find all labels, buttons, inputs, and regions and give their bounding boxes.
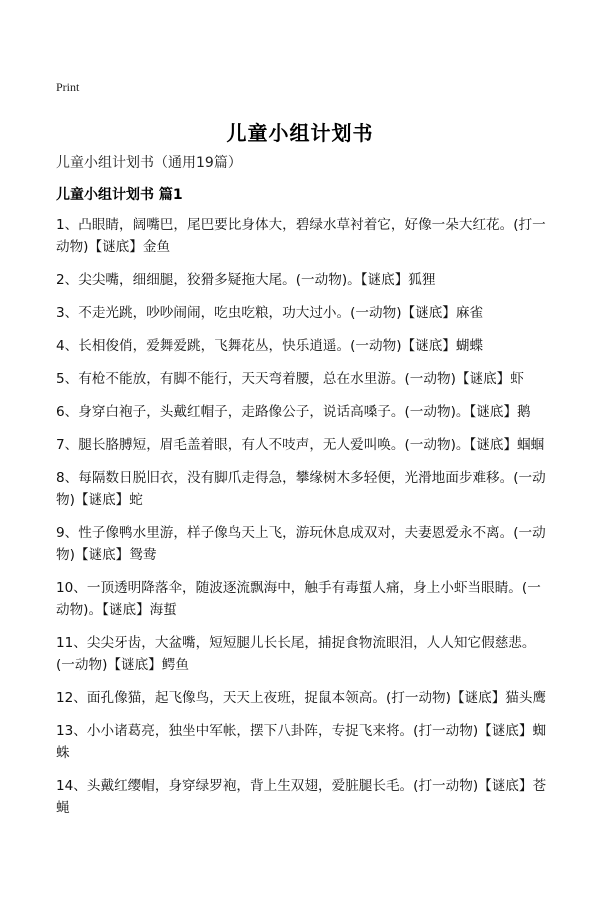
riddle-item xyxy=(56,720,548,764)
riddle-answer: 【谜底】蝴蝶 xyxy=(401,338,484,354)
riddle-answer: 【谜底】蝈蝈 xyxy=(469,437,545,453)
riddle-text: 2、尖尖嘴，细细腿，狡猾多疑拖大尾。(一动物)。 xyxy=(56,272,361,288)
section-heading: 儿童小组计划书 篇1 xyxy=(56,187,183,203)
riddle-item xyxy=(56,687,548,709)
riddle-item xyxy=(56,434,548,456)
riddle-item xyxy=(56,335,548,357)
riddle-answer: 【谜底】猫头鹰 xyxy=(450,690,547,706)
riddle-item xyxy=(56,577,548,621)
riddle-item xyxy=(56,214,548,258)
document-subtitle: 儿童小组计划书（通用19篇） xyxy=(56,155,242,171)
riddle-text: 1、凸眼睛，阔嘴巴，尾巴要比身体大，碧绿水草衬着它，好像一朵大红花。(打一动物) xyxy=(56,217,546,255)
riddle-answer: 【谜底】鸳鸯 xyxy=(74,547,157,563)
riddle-text: 6、身穿白袍子，头戴红帽子，走路像公子，说话高嗓子。(一动物)。 xyxy=(56,404,470,420)
riddle-item xyxy=(56,467,548,511)
riddle-text: 11、尖尖牙齿，大盆嘴，短短腿儿长长尾，捕捉食物流眼泪，人人知它假慈悲。(一动物) xyxy=(56,635,536,673)
riddle-answer: 【谜底】麻雀 xyxy=(401,305,484,321)
riddle-item xyxy=(56,269,548,291)
riddle-text: 10、一顶透明降落伞，随波逐流飘海中，触手有毒蜇人痛，身上小虾当眼睛。(一动物)。 xyxy=(56,580,541,618)
document-title: 儿童小组计划书 xyxy=(226,121,374,145)
riddle-text: 13、小小诸葛亮，独坐中军帐，摆下八卦阵，专捉飞来将。(打一动物) xyxy=(56,723,479,739)
riddle-text: 12、面孔像猫，起飞像鸟，天天上夜班，捉鼠本领高。(打一动物) xyxy=(56,690,451,706)
riddle-item xyxy=(56,775,548,819)
riddle-text: 5、有枪不能放，有脚不能行，天天弯着腰，总在水里游。(一动物) xyxy=(56,371,456,387)
riddle-item xyxy=(56,632,548,676)
riddle-answer: 【谜底】鹅 xyxy=(469,404,531,420)
riddle-text: 7、腿长胳膊短，眉毛盖着眼，有人不吱声，无人爱叫唤。(一动物)。 xyxy=(56,437,470,453)
riddle-text: 9、性子像鸭水里游，样子像鸟天上飞，游玩休息成双对，夫妻恩爱永不离。(一动物) xyxy=(56,525,546,563)
riddle-answer: 【谜底】狐狸 xyxy=(360,272,436,288)
riddle-item xyxy=(56,368,548,390)
riddle-item xyxy=(56,401,548,423)
print-label: Print xyxy=(56,80,80,94)
riddle-answer: 【谜底】海蜇 xyxy=(102,602,177,618)
riddle-text: 3、不走光跳，吵吵闹闹，吃虫吃粮，功大过小。(一动物) xyxy=(56,305,402,321)
riddle-answer: 【谜底】蛇 xyxy=(74,492,143,508)
riddle-answer: 【谜底】虾 xyxy=(455,371,524,387)
riddle-answer: 【谜底】金鱼 xyxy=(88,239,171,255)
riddle-item xyxy=(56,302,548,324)
riddle-list xyxy=(56,214,548,830)
riddle-text: 8、每隔数日脱旧衣，没有脚爪走得急，攀缘树木多轻便，光滑地面步难移。(一动物) xyxy=(56,470,546,508)
riddle-answer: 【谜底】苍蝇 xyxy=(56,778,547,816)
riddle-answer: 【谜底】蜘蛛 xyxy=(56,723,547,761)
riddle-item xyxy=(56,522,548,566)
riddle-answer: 【谜底】鳄鱼 xyxy=(107,657,189,673)
riddle-text: 14、头戴红缨帽，身穿绿罗袍，背上生双翅，爱脏腿长毛。(打一动物) xyxy=(56,778,479,794)
riddle-text: 4、长相俊俏，爱舞爱跳，飞舞花丛，快乐逍遥。(一动物) xyxy=(56,338,402,354)
